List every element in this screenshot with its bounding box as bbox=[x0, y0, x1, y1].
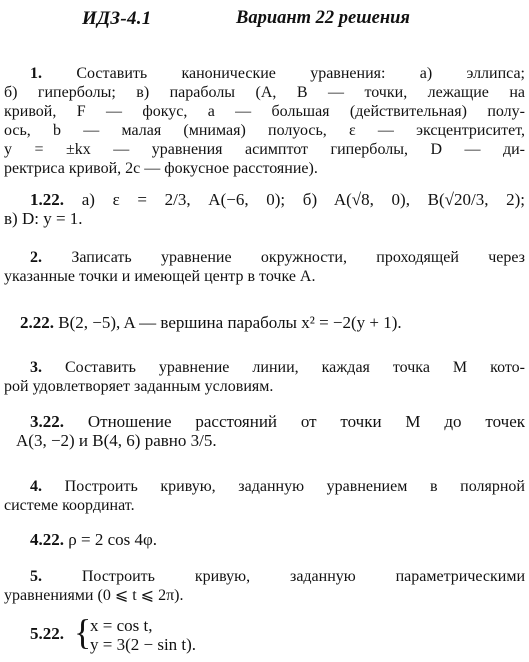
variant-number: 5.22. bbox=[30, 624, 64, 643]
task-text-line: Построить кривую, заданную параметрическими bbox=[81, 568, 526, 585]
variant-text-line: ρ = 2 cos 4φ. bbox=[68, 530, 158, 549]
task-number: 2. bbox=[30, 249, 42, 266]
variant-number: 2.22. bbox=[20, 313, 54, 332]
task-number: 3. bbox=[30, 359, 42, 376]
system-brace: { bbox=[74, 612, 92, 652]
variant-text-line: x = cos t, bbox=[90, 616, 153, 635]
variant-text-line: B(2, −5), A — вершина параболы x² = −2(y + 1). bbox=[58, 313, 402, 332]
variant-text-line: A(3, −2) и B(4, 6) равно 3/5. bbox=[16, 431, 217, 450]
variant-1-22 bbox=[4, 190, 525, 228]
task-text-line: ось, b — малая (мнимая) полуось, ε — эксцентриситет, bbox=[4, 122, 525, 139]
variant-5-22 bbox=[30, 612, 330, 656]
variant-2-22 bbox=[20, 313, 525, 332]
assignment-code: ИДЗ-4.1 bbox=[82, 8, 152, 29]
variant-4-22 bbox=[4, 530, 525, 549]
variant-title: Вариант 22 решения bbox=[236, 8, 410, 28]
task-text-line: Составить уравнение линии, каждая точка M кото- bbox=[65, 359, 526, 376]
task-text-line: системе координат. bbox=[4, 497, 135, 514]
task-text-line: Построить кривую, заданную уравнением в полярной bbox=[64, 478, 525, 495]
variant-text-line: а) ε = 2/3, A(−6, 0); б) A(√8, 0), B(√20/3, 2); bbox=[81, 190, 526, 209]
task-text-line: кривой, F — фокус, a — большая (действительная) полу- bbox=[4, 103, 525, 120]
task-5-statement bbox=[4, 567, 525, 605]
task-text-line: Записать уравнение окружности, проходящей через bbox=[71, 249, 526, 266]
page-header bbox=[0, 8, 529, 34]
variant-number: 3.22. bbox=[30, 412, 64, 431]
variant-text-line: Отношение расстояний от точки M до точек bbox=[87, 412, 526, 431]
task-text-line: рой удовлетворяет заданным условиям. bbox=[4, 378, 274, 395]
task-text-line: y = ±kx — уравнения асимптот гиперболы, D — ди- bbox=[4, 141, 525, 158]
task-3-statement bbox=[4, 358, 525, 396]
task-1-statement bbox=[4, 64, 525, 178]
variant-number: 1.22. bbox=[30, 190, 64, 209]
task-text-line: указанные точки и имеющей центр в точке A. bbox=[4, 268, 316, 285]
task-number: 5. bbox=[30, 568, 42, 585]
variant-text-line: y = 3(2 − sin t). bbox=[90, 635, 197, 654]
task-number: 1. bbox=[30, 65, 42, 82]
task-number: 4. bbox=[30, 478, 42, 495]
task-text-line: Составить канонические уравнения: а) эллипса; bbox=[76, 65, 526, 82]
variant-text-line: в) D: y = 1. bbox=[4, 209, 83, 228]
task-text-line: ректриса кривой, 2c — фокусное расстояние). bbox=[4, 160, 318, 177]
task-4-statement bbox=[4, 477, 525, 515]
task-text-line: уравнениями (0 ⩽ t ⩽ 2π). bbox=[4, 587, 184, 604]
task-2-statement bbox=[4, 248, 525, 286]
task-text-line: б) гиперболы; в) параболы (A, B — точки, лежащие на bbox=[4, 84, 525, 101]
variant-number: 4.22. bbox=[30, 530, 64, 549]
variant-3-22 bbox=[4, 412, 525, 450]
